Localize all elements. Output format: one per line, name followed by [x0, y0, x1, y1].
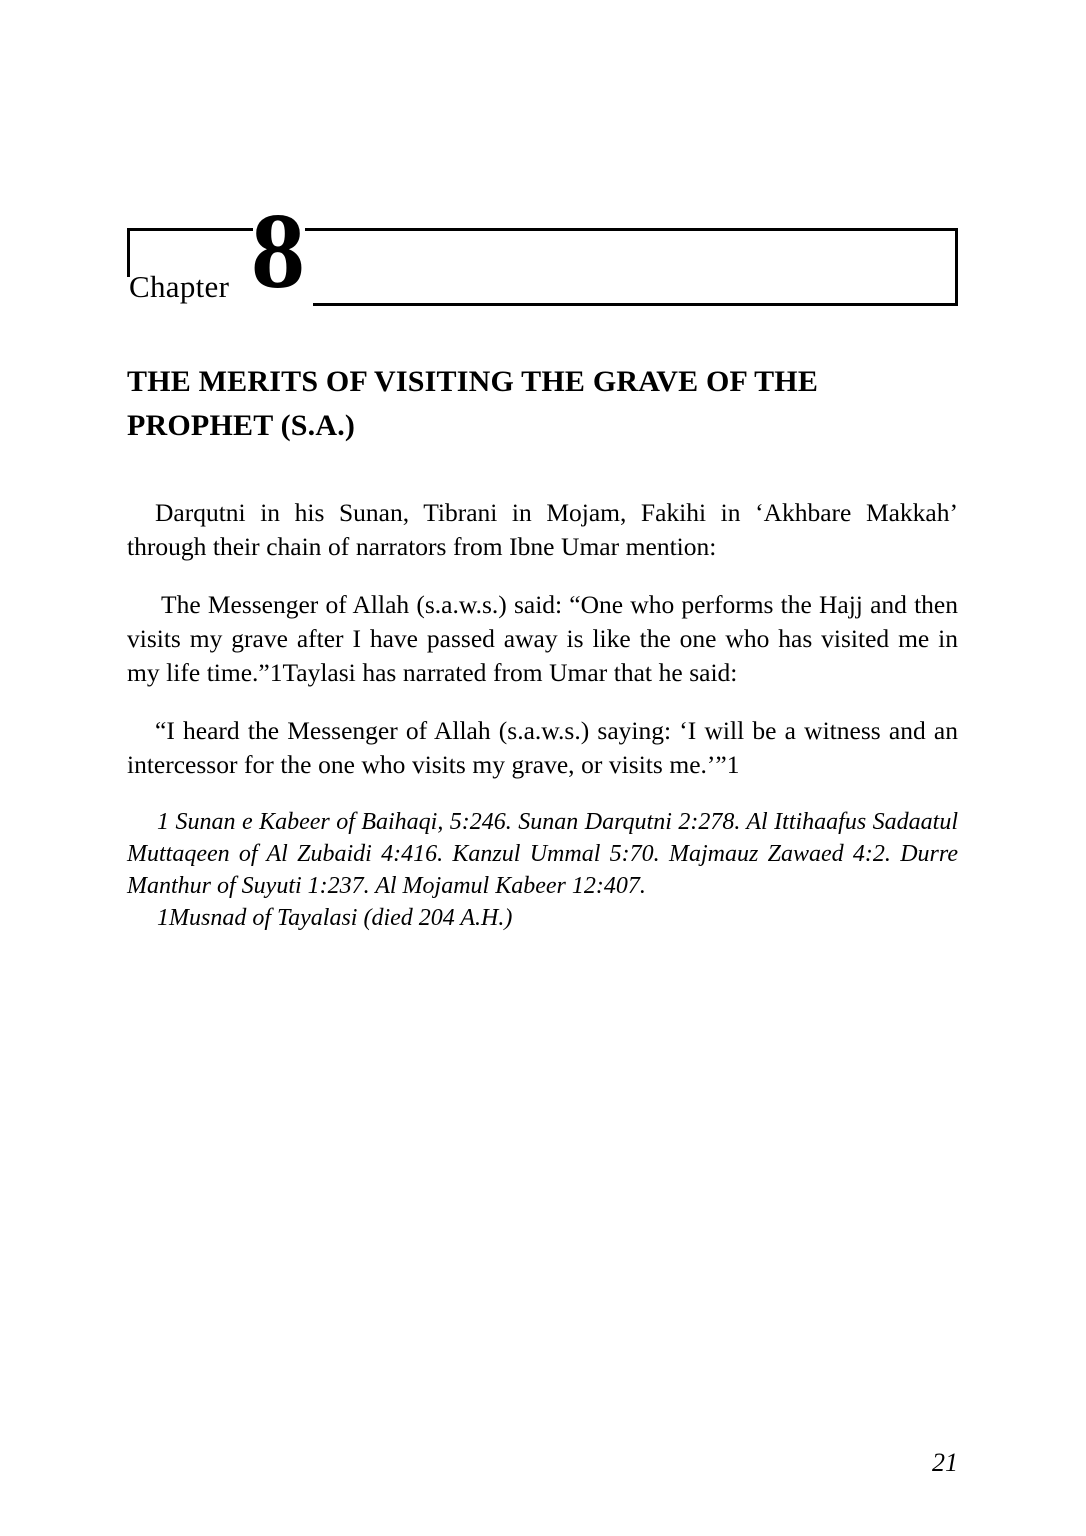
body-paragraph: Darqutni in his Sunan, Tibrani in Mojam, Fakihi in ‘Akhbare Makkah’ through their chain of narrators from Ibne Umar mention:: [127, 498, 958, 561]
page-title: THE MERITS OF VISITING THE GRAVE OF THE PROPHET (S.A.): [127, 365, 819, 442]
body-text: [127, 496, 958, 806]
chapter-label: Chapter: [129, 269, 230, 304]
header-rule-top-right: [305, 228, 958, 231]
body-paragraph: “I heard the Messenger of Allah (s.a.w.s.) saying: ‘I will be a witness and an intercessor for the one who visits my grave, or visits me.’”1: [127, 716, 958, 779]
footnote-entry: 1Musnad of Tayalasi (died 204 A.H.): [157, 905, 513, 931]
header-rule-top-left: [127, 228, 253, 231]
body-paragraph: The Messenger of Allah (s.a.w.s.) said: “One who performs the Hajj and then visits my grave after I have passed away is like the one who has visited me in my life time.”1Taylasi has narrated from Umar that he said:: [127, 590, 958, 687]
header-rule-right: [955, 228, 958, 306]
chapter-number: 8: [251, 192, 305, 311]
chapter-header: [127, 192, 958, 311]
header-rule-bottom: [313, 303, 958, 306]
footnote-entry: 1 Sunan e Kabeer of Baihaqi, 5:246. Sunan Darqutni 2:278. Al Ittihaafus Sadaatul Muttaqeen of Al Zubaidi 4:416. Kanzul Ummal 5:70. Majmauz Zawaed 4:2. Durre Manthur of Suyuti 1:237. Al Mojamul Kabeer 12:407.: [127, 809, 958, 899]
footnote-block: [127, 806, 958, 934]
page-number: 21: [932, 1448, 958, 1477]
